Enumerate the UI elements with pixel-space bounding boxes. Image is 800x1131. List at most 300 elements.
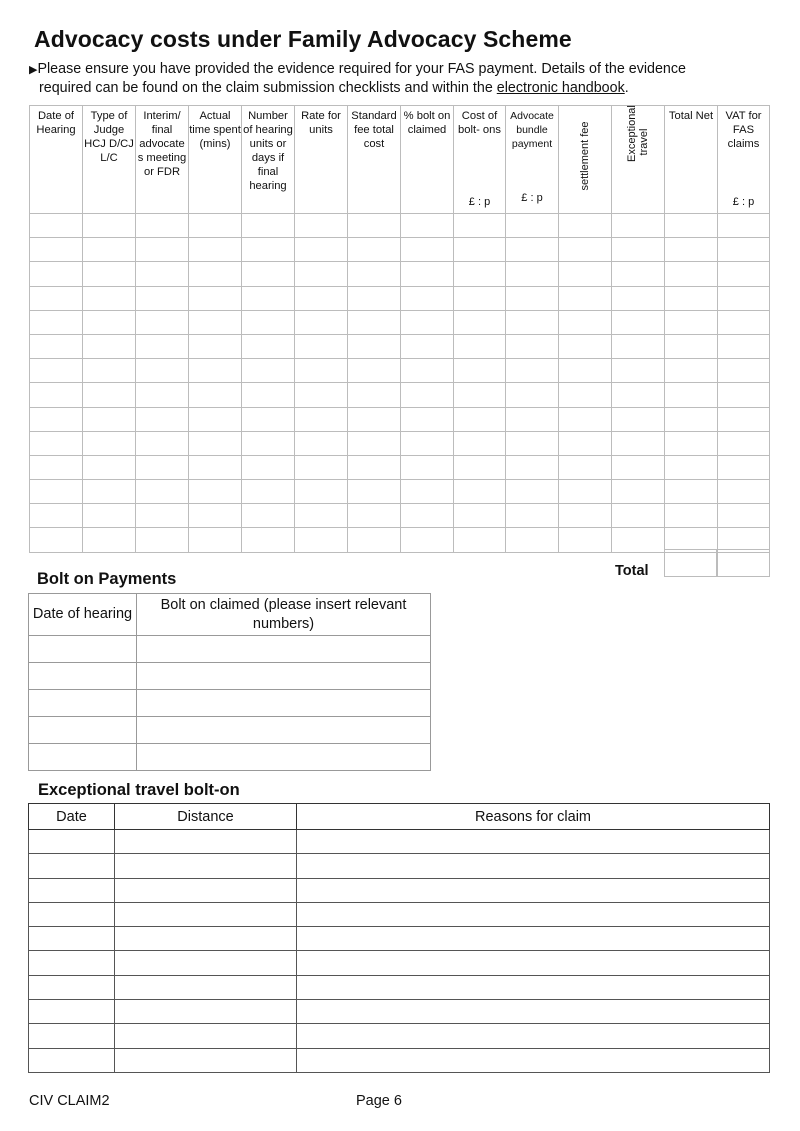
advocacy-row (30, 334, 770, 358)
advocacy-row-cell[interactable] (295, 431, 348, 455)
advocacy-row-cell[interactable] (30, 407, 83, 431)
travel-row-cell[interactable] (297, 1024, 770, 1048)
advocacy-row-cell[interactable] (401, 214, 454, 238)
advocacy-row-cell[interactable] (612, 262, 665, 286)
advocacy-row-cell[interactable] (665, 407, 718, 431)
advocacy-row-cell[interactable] (242, 334, 295, 358)
advocacy-row-cell[interactable] (454, 214, 506, 238)
advocacy-row-cell[interactable] (348, 334, 401, 358)
header-date-of-hearing: Date of Hearing (30, 106, 83, 214)
header-actual-time: Actual time spent (mins) (189, 106, 242, 214)
header-bolt-date: Date of hearing (29, 594, 137, 636)
travel-row-cell[interactable] (297, 854, 770, 878)
travel-row-cell[interactable] (115, 878, 297, 902)
header-cost-of-bolt-ons: Cost of bolt- ons £ : p (454, 106, 506, 214)
advocacy-row-cell[interactable] (401, 455, 454, 479)
header-travel-distance: Distance (115, 804, 297, 830)
advocacy-row-cell[interactable] (136, 310, 189, 334)
advocacy-row-cell[interactable] (189, 238, 242, 262)
bolt-on-row (29, 717, 431, 744)
advocacy-row-cell[interactable] (506, 504, 559, 528)
advocacy-row-cell[interactable] (454, 359, 506, 383)
advocacy-row-cell[interactable] (665, 310, 718, 334)
advocacy-row-cell[interactable] (559, 407, 612, 431)
travel-row-cell[interactable] (115, 854, 297, 878)
advocacy-row-cell[interactable] (454, 286, 506, 310)
advocacy-row-cell[interactable] (136, 480, 189, 504)
travel-row (29, 1048, 770, 1072)
bolt-on-row-cell[interactable] (29, 717, 137, 744)
advocacy-row-cell[interactable] (559, 262, 612, 286)
advocacy-row-cell[interactable] (454, 431, 506, 455)
advocacy-row-cell[interactable] (612, 480, 665, 504)
advocacy-row (30, 528, 770, 552)
advocacy-row-cell[interactable] (295, 334, 348, 358)
advocacy-row-cell[interactable] (401, 431, 454, 455)
travel-row-cell[interactable] (29, 854, 115, 878)
currency-label: £ : p (468, 196, 491, 208)
advocacy-row (30, 407, 770, 431)
advocacy-row-cell[interactable] (295, 504, 348, 528)
advocacy-row-cell[interactable] (30, 214, 83, 238)
advocacy-row-cell[interactable] (454, 504, 506, 528)
advocacy-row-cell[interactable] (136, 431, 189, 455)
advocacy-row-cell[interactable] (136, 286, 189, 310)
advocacy-row-cell[interactable] (242, 407, 295, 431)
header-exceptional-travel: Exceptional travel (612, 106, 665, 214)
advocacy-row (30, 214, 770, 238)
advocacy-row-cell[interactable] (189, 310, 242, 334)
advocacy-row-cell[interactable] (83, 480, 136, 504)
travel-row-cell[interactable] (29, 1048, 115, 1072)
advocacy-row-cell[interactable] (295, 528, 348, 552)
advocacy-row-cell[interactable] (30, 383, 83, 407)
advocacy-row-cell[interactable] (559, 455, 612, 479)
bolt-on-row (29, 690, 431, 717)
advocacy-row-cell[interactable] (454, 480, 506, 504)
advocacy-row-cell[interactable] (718, 262, 770, 286)
advocacy-row-cell[interactable] (559, 238, 612, 262)
travel-row-cell[interactable] (115, 1048, 297, 1072)
advocacy-row-cell[interactable] (454, 262, 506, 286)
travel-row (29, 1024, 770, 1048)
advocacy-row-cell[interactable] (189, 504, 242, 528)
advocacy-row-cell[interactable] (83, 334, 136, 358)
advocacy-row-cell[interactable] (136, 238, 189, 262)
advocacy-row-cell[interactable] (559, 431, 612, 455)
bolt-on-row-cell[interactable] (137, 636, 431, 663)
advocacy-row-cell[interactable] (136, 504, 189, 528)
advocacy-row-cell[interactable] (665, 480, 718, 504)
travel-row-cell[interactable] (115, 902, 297, 926)
advocacy-row-cell[interactable] (348, 504, 401, 528)
advocacy-row-cell[interactable] (348, 262, 401, 286)
bolt-on-row-cell[interactable] (29, 663, 137, 690)
advocacy-row-cell[interactable] (718, 286, 770, 310)
advocacy-row-cell[interactable] (454, 334, 506, 358)
advocacy-row-cell[interactable] (665, 286, 718, 310)
advocacy-row-cell[interactable] (612, 528, 665, 552)
advocacy-row-cell[interactable] (612, 310, 665, 334)
travel-row-cell[interactable] (297, 878, 770, 902)
advocacy-row-cell[interactable] (189, 455, 242, 479)
advocacy-row-cell[interactable] (189, 480, 242, 504)
advocacy-row-cell[interactable] (242, 286, 295, 310)
main-table-header-row (30, 106, 770, 214)
currency-label: £ : p (732, 196, 755, 208)
advocacy-row-cell[interactable] (30, 528, 83, 552)
page-number: Page 6 (356, 1093, 402, 1109)
advocacy-row-cell[interactable] (665, 262, 718, 286)
total-label: Total (615, 563, 649, 579)
advocacy-row-cell[interactable] (30, 334, 83, 358)
header-bolt-claimed: Bolt on claimed (please insert relevant numbers) (137, 594, 431, 636)
travel-row-cell[interactable] (115, 1000, 297, 1024)
advocacy-row-cell[interactable] (242, 504, 295, 528)
advocacy-row-cell[interactable] (242, 528, 295, 552)
travel-row-cell[interactable] (29, 975, 115, 999)
advocacy-row (30, 383, 770, 407)
advocacy-row-cell[interactable] (506, 238, 559, 262)
bolt-on-row (29, 636, 431, 663)
advocacy-row-cell[interactable] (665, 455, 718, 479)
advocacy-row-cell[interactable] (401, 238, 454, 262)
electronic-handbook-link[interactable]: electronic handbook (496, 80, 625, 96)
header-number-of-units: Number of hearing units or days if final hearing (242, 106, 295, 214)
advocacy-row-cell[interactable] (295, 455, 348, 479)
travel-row-cell[interactable] (297, 1048, 770, 1072)
advocacy-row-cell[interactable] (559, 214, 612, 238)
advocacy-row-cell[interactable] (401, 480, 454, 504)
advocacy-row-cell[interactable] (559, 359, 612, 383)
travel-row (29, 927, 770, 951)
advocacy-row-cell[interactable] (454, 383, 506, 407)
advocacy-row-cell[interactable] (295, 214, 348, 238)
travel-row-cell[interactable] (297, 830, 770, 854)
advocacy-row-cell[interactable] (401, 407, 454, 431)
header-percent-bolt-on: % bolt on claimed (401, 106, 454, 214)
advocacy-row-cell[interactable] (401, 504, 454, 528)
advocacy-row-cell[interactable] (295, 480, 348, 504)
advocacy-row-cell[interactable] (295, 383, 348, 407)
advocacy-row-cell[interactable] (506, 455, 559, 479)
travel-row-cell[interactable] (29, 1024, 115, 1048)
advocacy-row-cell[interactable] (295, 359, 348, 383)
advocacy-row-cell[interactable] (401, 359, 454, 383)
advocacy-row-cell[interactable] (189, 431, 242, 455)
advocacy-row-cell[interactable] (506, 310, 559, 334)
advocacy-row-cell[interactable] (242, 262, 295, 286)
bolt-on-row-cell[interactable] (29, 744, 137, 771)
advocacy-row-cell[interactable] (454, 407, 506, 431)
advocacy-row-cell[interactable] (30, 480, 83, 504)
travel-row-cell[interactable] (29, 951, 115, 975)
bolt-on-row-cell[interactable] (29, 690, 137, 717)
advocacy-row-cell[interactable] (718, 310, 770, 334)
advocacy-row (30, 455, 770, 479)
total-net-field[interactable] (664, 549, 718, 577)
total-vat-field[interactable] (716, 549, 770, 577)
advocacy-costs-table (29, 105, 770, 553)
advocacy-row-cell[interactable] (559, 528, 612, 552)
advocacy-row-cell[interactable] (612, 334, 665, 358)
advocacy-row-cell[interactable] (559, 334, 612, 358)
travel-row-cell[interactable] (297, 951, 770, 975)
advocacy-row-cell[interactable] (401, 528, 454, 552)
advocacy-row-cell[interactable] (718, 407, 770, 431)
page-title: Advocacy costs under Family Advocacy Scheme (34, 26, 572, 52)
advocacy-row-cell[interactable] (136, 528, 189, 552)
advocacy-row (30, 262, 770, 286)
travel-row-cell[interactable] (297, 927, 770, 951)
advocacy-row-cell[interactable] (612, 214, 665, 238)
advocacy-row-cell[interactable] (242, 480, 295, 504)
advocacy-row-cell[interactable] (348, 407, 401, 431)
advocacy-row-cell[interactable] (348, 310, 401, 334)
advocacy-row-cell[interactable] (506, 214, 559, 238)
advocacy-row-cell[interactable] (348, 528, 401, 552)
bolt-on-table (28, 593, 431, 771)
advocacy-row-cell[interactable] (242, 359, 295, 383)
travel-row-cell[interactable] (115, 1024, 297, 1048)
advocacy-row-cell[interactable] (295, 262, 348, 286)
advocacy-row-cell[interactable] (30, 504, 83, 528)
header-vat: VAT for FAS claims £ : p (718, 106, 770, 214)
advocacy-row-cell[interactable] (612, 359, 665, 383)
advocacy-row-cell[interactable] (718, 214, 770, 238)
advocacy-row-cell[interactable] (295, 310, 348, 334)
advocacy-row-cell[interactable] (83, 310, 136, 334)
header-type-of-judge: Type of Judge HCJ D/CJ L/C (83, 106, 136, 214)
advocacy-row-cell[interactable] (665, 383, 718, 407)
advocacy-row-cell[interactable] (665, 359, 718, 383)
advocacy-row-cell[interactable] (612, 238, 665, 262)
travel-title: Exceptional travel bolt-on (38, 781, 240, 799)
advocacy-row-cell[interactable] (136, 455, 189, 479)
header-standard-fee: Standard fee total cost (348, 106, 401, 214)
advocacy-row-cell[interactable] (189, 359, 242, 383)
advocacy-row-cell[interactable] (718, 480, 770, 504)
advocacy-row-cell[interactable] (30, 310, 83, 334)
bolt-on-row-cell[interactable] (29, 636, 137, 663)
advocacy-row-cell[interactable] (242, 310, 295, 334)
travel-row-cell[interactable] (297, 1000, 770, 1024)
advocacy-row-cell[interactable] (454, 455, 506, 479)
travel-row (29, 1000, 770, 1024)
travel-row (29, 975, 770, 999)
travel-row-cell[interactable] (29, 902, 115, 926)
travel-row-cell[interactable] (297, 902, 770, 926)
advocacy-row-cell[interactable] (506, 407, 559, 431)
advocacy-row-cell[interactable] (83, 431, 136, 455)
advocacy-row-cell[interactable] (242, 214, 295, 238)
header-total-net: Total Net (665, 106, 718, 214)
travel-table (28, 803, 770, 1073)
advocacy-row-cell[interactable] (506, 334, 559, 358)
travel-row-cell[interactable] (115, 830, 297, 854)
advocacy-row-cell[interactable] (83, 359, 136, 383)
bolt-on-row-cell[interactable] (137, 744, 431, 771)
advocacy-row-cell[interactable] (30, 286, 83, 310)
advocacy-row-cell[interactable] (242, 431, 295, 455)
advocacy-row-cell[interactable] (506, 431, 559, 455)
advocacy-row-cell[interactable] (83, 407, 136, 431)
advocacy-row-cell[interactable] (83, 238, 136, 262)
advocacy-row-cell[interactable] (559, 286, 612, 310)
advocacy-row-cell[interactable] (348, 431, 401, 455)
travel-row-cell[interactable] (115, 975, 297, 999)
advocacy-row-cell[interactable] (83, 504, 136, 528)
intro-line-1: Please ensure you have provided the evidence required for your FAS payment. Details of the evidence (37, 61, 686, 77)
travel-row (29, 854, 770, 878)
advocacy-row-cell[interactable] (348, 480, 401, 504)
advocacy-row-cell[interactable] (189, 334, 242, 358)
advocacy-row-cell[interactable] (30, 431, 83, 455)
travel-row (29, 830, 770, 854)
header-advocate-bundle: Advocate bundle payment £ : p (506, 106, 559, 214)
advocacy-row (30, 431, 770, 455)
intro-line-2: required can be found on the claim submission checklists and within the (39, 80, 497, 96)
advocacy-row-cell[interactable] (83, 286, 136, 310)
advocacy-row-cell[interactable] (506, 383, 559, 407)
advocacy-row-cell[interactable] (136, 407, 189, 431)
advocacy-row-cell[interactable] (295, 286, 348, 310)
advocacy-row-cell[interactable] (30, 455, 83, 479)
advocacy-row-cell[interactable] (83, 455, 136, 479)
advocacy-row-cell[interactable] (718, 431, 770, 455)
advocacy-row-cell[interactable] (559, 383, 612, 407)
advocacy-row-cell[interactable] (612, 383, 665, 407)
header-interim-final: Interim/ final advocate s meeting or FDR (136, 106, 189, 214)
header-rate-for-units: Rate for units (295, 106, 348, 214)
advocacy-row (30, 238, 770, 262)
advocacy-row-cell[interactable] (189, 262, 242, 286)
advocacy-row-cell[interactable] (189, 528, 242, 552)
bolt-on-row-cell[interactable] (137, 690, 431, 717)
bolt-on-row-cell[interactable] (137, 717, 431, 744)
travel-row (29, 951, 770, 975)
travel-row-cell[interactable] (115, 951, 297, 975)
advocacy-row-cell[interactable] (401, 383, 454, 407)
travel-row-cell[interactable] (297, 975, 770, 999)
advocacy-row-cell[interactable] (136, 262, 189, 286)
travel-row (29, 902, 770, 926)
advocacy-row-cell[interactable] (665, 214, 718, 238)
advocacy-row-cell[interactable] (189, 407, 242, 431)
advocacy-row-cell[interactable] (348, 214, 401, 238)
advocacy-row (30, 359, 770, 383)
advocacy-row-cell[interactable] (718, 504, 770, 528)
advocacy-row-cell[interactable] (83, 383, 136, 407)
travel-row (29, 878, 770, 902)
advocacy-row-cell[interactable] (718, 383, 770, 407)
travel-row-cell[interactable] (29, 1000, 115, 1024)
advocacy-row-cell[interactable] (189, 214, 242, 238)
advocacy-row-cell[interactable] (136, 383, 189, 407)
advocacy-row-cell[interactable] (189, 383, 242, 407)
advocacy-row-cell[interactable] (295, 407, 348, 431)
advocacy-row-cell[interactable] (506, 359, 559, 383)
advocacy-row-cell[interactable] (242, 455, 295, 479)
advocacy-row-cell[interactable] (83, 214, 136, 238)
travel-row-cell[interactable] (29, 878, 115, 902)
bolt-on-title: Bolt on Payments (37, 570, 177, 588)
advocacy-row-cell[interactable] (348, 383, 401, 407)
advocacy-row-cell[interactable] (665, 334, 718, 358)
advocacy-row-cell[interactable] (242, 383, 295, 407)
advocacy-row-cell[interactable] (506, 480, 559, 504)
advocacy-row-cell[interactable] (454, 528, 506, 552)
advocacy-row-cell[interactable] (348, 238, 401, 262)
advocacy-row-cell[interactable] (401, 334, 454, 358)
advocacy-row-cell[interactable] (401, 310, 454, 334)
form-code: CIV CLAIM2 (29, 1093, 110, 1109)
advocacy-row-cell[interactable] (348, 455, 401, 479)
advocacy-row-cell[interactable] (136, 334, 189, 358)
advocacy-row-cell[interactable] (559, 480, 612, 504)
currency-label: £ : p (521, 192, 543, 204)
advocacy-row-cell[interactable] (718, 455, 770, 479)
advocacy-row-cell[interactable] (295, 238, 348, 262)
advocacy-row-cell[interactable] (612, 504, 665, 528)
advocacy-row-cell[interactable] (83, 528, 136, 552)
advocacy-row-cell[interactable] (136, 214, 189, 238)
advocacy-row (30, 310, 770, 334)
advocacy-row-cell[interactable] (718, 334, 770, 358)
advocacy-row-cell[interactable] (348, 286, 401, 310)
advocacy-row-cell[interactable] (559, 310, 612, 334)
advocacy-row-cell[interactable] (30, 262, 83, 286)
advocacy-row-cell[interactable] (136, 359, 189, 383)
advocacy-row-cell[interactable] (612, 455, 665, 479)
advocacy-row-cell[interactable] (718, 359, 770, 383)
advocacy-row-cell[interactable] (83, 262, 136, 286)
bolt-on-header-row (29, 594, 431, 636)
advocacy-row-cell[interactable] (401, 286, 454, 310)
advocacy-row-cell[interactable] (506, 528, 559, 552)
travel-row-cell[interactable] (29, 927, 115, 951)
advocacy-row-cell[interactable] (454, 310, 506, 334)
bolt-on-row (29, 744, 431, 771)
advocacy-row-cell[interactable] (665, 504, 718, 528)
bolt-on-row-cell[interactable] (137, 663, 431, 690)
advocacy-row-cell[interactable] (348, 359, 401, 383)
header-travel-date: Date (29, 804, 115, 830)
advocacy-row-cell[interactable] (454, 238, 506, 262)
advocacy-row-cell[interactable] (665, 238, 718, 262)
advocacy-row-cell[interactable] (30, 238, 83, 262)
advocacy-row-cell[interactable] (506, 286, 559, 310)
advocacy-row-cell[interactable] (401, 262, 454, 286)
advocacy-row-cell[interactable] (189, 286, 242, 310)
advocacy-row-cell[interactable] (612, 286, 665, 310)
advocacy-row-cell[interactable] (612, 431, 665, 455)
advocacy-row-cell[interactable] (30, 359, 83, 383)
travel-row-cell[interactable] (115, 927, 297, 951)
advocacy-row (30, 286, 770, 310)
advocacy-row-cell[interactable] (612, 407, 665, 431)
travel-header-row (29, 804, 770, 830)
intro-text (29, 60, 779, 97)
advocacy-row-cell[interactable] (718, 238, 770, 262)
advocacy-row-cell[interactable] (559, 504, 612, 528)
advocacy-row-cell[interactable] (242, 238, 295, 262)
travel-row-cell[interactable] (29, 830, 115, 854)
advocacy-row-cell[interactable] (506, 262, 559, 286)
advocacy-row (30, 504, 770, 528)
header-settlement-fee: settlement fee (559, 106, 612, 214)
advocacy-row-cell[interactable] (665, 431, 718, 455)
